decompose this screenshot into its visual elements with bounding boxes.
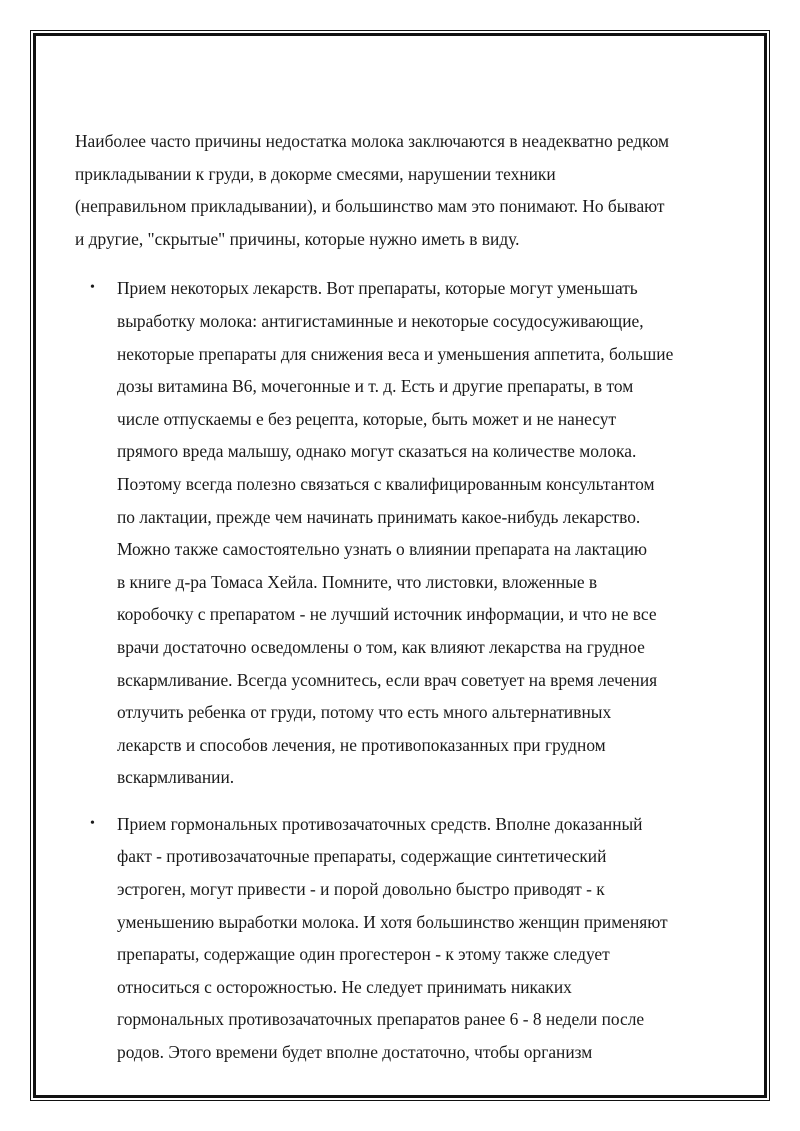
bullet-marker: • [90, 280, 95, 296]
intro-line: Наиболее часто причины недостатка молока заключаются в неадекватно редком [75, 131, 670, 151]
bullet-line: выработку молока: антигистаминные и некоторые сосудосуживающие, [117, 310, 644, 331]
intro-line: прикладывании к груди, в докорме смесями, нарушении техники [75, 163, 556, 184]
bullet-line: Прием гормональных противозачаточных средств. Вполне доказанный [117, 813, 643, 834]
bullet-line: некоторые препараты для снижения веса и уменьшения аппетита, большие [117, 343, 674, 364]
bullet-line: коробочку с препаратом - не лучший источник информации, и что не все [117, 604, 657, 625]
bullet-line: лекарств и способов лечения, не противопоказанных при грудном [117, 734, 606, 755]
bullet-line: вскармливании. [117, 767, 235, 788]
bullet-marker: • [90, 815, 95, 831]
bullet-line: Можно также самостоятельно узнать о влиянии препарата на лактацию [117, 539, 648, 560]
bullet-item-contraceptives [75, 808, 725, 1069]
document-body [75, 125, 725, 1083]
bullet-line: родов. Этого времени будет вполне достаточно, чтобы организм [117, 1042, 593, 1063]
bullet-item-medications [75, 272, 725, 794]
bullet-line: дозы витамина В6, мочегонные и т. д. Есть и другие препараты, в том [117, 376, 634, 397]
bullet-line: врачи достаточно осведомлены о том, как влияют лекарства на грудное [117, 636, 645, 657]
bullet-list [75, 272, 725, 1068]
bullet-line: факт - противозачаточные препараты, содержащие синтетический [117, 846, 607, 867]
intro-paragraph [75, 125, 725, 255]
bullet-line: в книге д-ра Томаса Хейла. Помните, что листовки, вложенные в [117, 571, 598, 592]
bullet-line: препараты, содержащие один прогестерон - к этому также следует [117, 944, 610, 965]
bullet-line: относиться с осторожностью. Не следует принимать никаких [117, 976, 572, 997]
bullet-line: Поэтому всегда полезно связаться с квалифицированным консультантом [117, 473, 655, 494]
bullet-line: Прием некоторых лекарств. Вот препараты, которые могут уменьшать [117, 278, 638, 299]
intro-line: и другие, "скрытые" причины, которые нужно иметь в виду. [75, 228, 520, 249]
bullet-line: отлучить ребенка от груди, потому что есть много альтернативных [117, 702, 612, 723]
bullet-line: вскармливание. Всегда усомнитесь, если врач советует на время лечения [117, 669, 658, 690]
bullet-line: по лактации, прежде чем начинать принимать какое-нибудь лекарство. [117, 506, 641, 527]
bullet-line: гормональных противозачаточных препаратов ранее 6 - 8 недели после [117, 1009, 645, 1030]
bullet-line: числе отпускаемы е без рецепта, которые, быть может и не нанесут [117, 408, 617, 429]
bullet-line: эстроген, могут привести - и порой довольно быстро приводят - к [117, 879, 605, 900]
bullet-line: уменьшению выработки молока. И хотя большинство женщин применяют [117, 911, 668, 932]
intro-line: (неправильном прикладывании), и большинство мам это понимают. Но бывают [75, 196, 665, 217]
bullet-line: прямого вреда малышу, однако могут сказаться на количестве молока. [117, 441, 637, 462]
